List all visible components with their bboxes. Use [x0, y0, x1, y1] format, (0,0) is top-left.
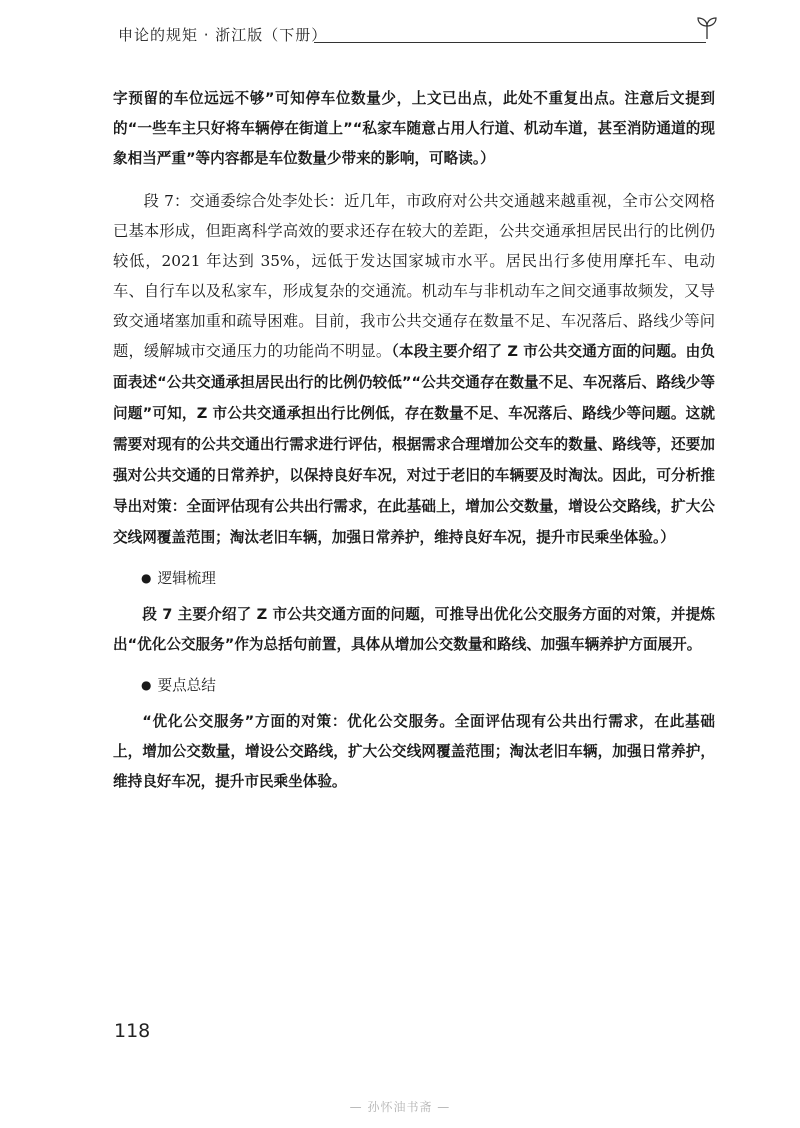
book-title: 申论的规矩 · 浙江版（下册） [118, 26, 328, 44]
header-rule [314, 42, 706, 43]
paragraph-continued: 字预留的车位远远不够”可知停车位数量少，上文已出点，此处不重复出点。注意后文提到的“一些车主只好将车辆停在街道上”“私家车随意占用人行道、机动车道，甚至消防通道的现象相当严重”等内容都是车位数量少带来的影响，可略读。） [113, 90, 715, 167]
section-heading-logic [113, 563, 715, 594]
footer-watermark: — 孙怀油书斋 — [349, 1100, 451, 1114]
logic-paragraph: 段 7 主要介绍了 Z 市公共交通方面的问题，可推导出优化公交服务方面的对策，并提炼出“优化公交服务”作为总括句前置，具体从增加公交数量和路线、加强车辆养护方面展开。 [113, 606, 715, 653]
paragraph-7 [113, 186, 715, 553]
paragraph-7-text: 段 7：交通委综合处李处长：近几年，市政府对公共交通越来越重视，全市公交网格已基本形成，但距离科学高效的要求还存在较大的差距，公共交通承担居民出行的比例仍较低，2021 年达到 35%，远低于发达国家城市水平。居民出行多使用摩托车、电动车、自行车以及私家车，形成复杂的交通流。机动车与非机动车之间交通事故频发，又导致交通堵塞加重和疏导困难。目前，我市公共交通存在数量不足、车况落后、路线少等问题，缓解城市交通压力的功能尚不明显。 [113, 192, 715, 360]
page-number: 118 [114, 1020, 151, 1042]
bullet-icon: ● [141, 571, 152, 585]
paragraph-7-analysis: （本段主要介绍了 Z 市公共交通方面的问题。由负面表述“公共交通承担居民出行的比例仍较低”“公共交通存在数量不足、车况落后、路线少等问题”可知，Z 市公共交通承担出行比例低，存在数量不足、车况落后、路线少等问题。这就需要对现有的公共交通出行需求进行评估，根据需求合理增加公交车的数量、路线等，还要加强对公共交通的日常养护，以保持良好车况，对过于老旧的车辆要及时淘汰。因此，可分析推导出对策：全面评估现有公共出行需求，在此基础上，增加公交数量，增设公交路线，扩大公交线网覆盖范围；淘汰老旧车辆，加强日常养护，维持良好车况，提升市民乘坐体验。） [113, 343, 715, 546]
running-header [118, 24, 718, 50]
section-heading-summary [113, 670, 715, 701]
summary-paragraph: “优化公交服务”方面的对策：优化公交服务。全面评估现有公共出行需求，在此基础上，增加公交数量，增设公交路线，扩大公交线网覆盖范围；淘汰老旧车辆，加强日常养护，维持良好车况，提升市民乘坐体验。 [113, 713, 715, 790]
sprout-icon [696, 16, 718, 40]
section-title: 逻辑梳理 [157, 570, 216, 587]
page-body [113, 84, 715, 797]
section-title: 要点总结 [157, 677, 216, 694]
bullet-icon: ● [141, 678, 152, 692]
